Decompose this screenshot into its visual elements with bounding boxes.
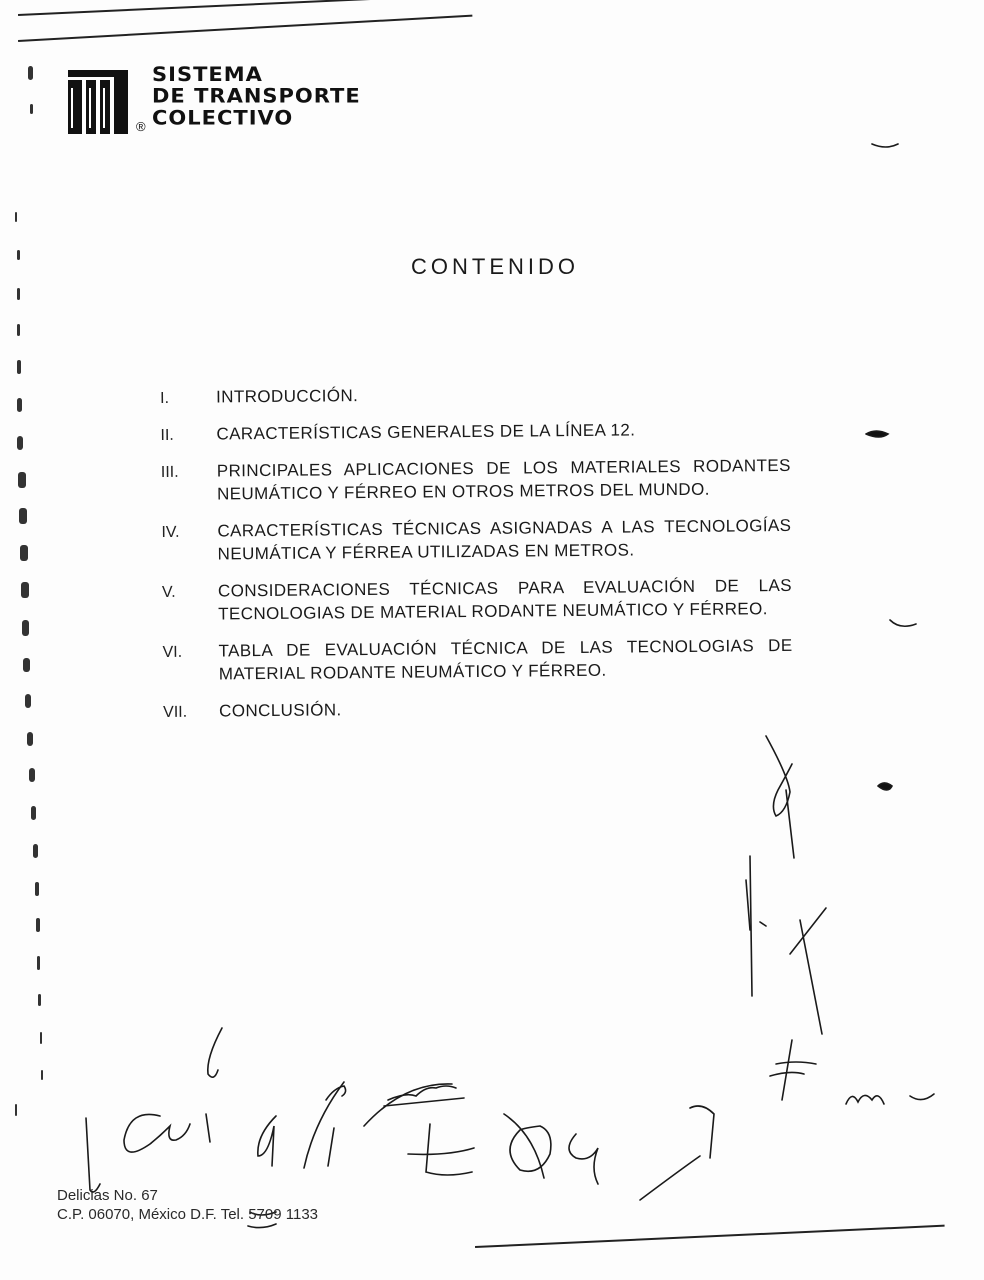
- toc-item-text: CONCLUSIÓN.: [219, 700, 342, 721]
- logo-line-2: DE TRANSPORTE: [152, 84, 361, 108]
- logo-wordmark: [152, 64, 361, 130]
- toc-item-text: CONSIDERACIONES TÉCNICAS PARA EVALUACIÓN DE LAS TECNOLOGIAS DE MATERIAL RODANTE NEUMÁTICO Y FÉRREO.: [217, 575, 793, 624]
- toc-item: [160, 380, 790, 409]
- page-title: CONTENIDO: [411, 254, 579, 279]
- scan-edge-line: [18, 15, 472, 42]
- toc-item: [161, 514, 791, 566]
- toc-item-number: IV.: [161, 523, 180, 541]
- toc-item-number: III.: [160, 463, 179, 481]
- toc-item-text: PRINCIPALES APLICACIONES DE LOS MATERIALES RODANTES NEUMÁTICO Y FÉRREO EN OTROS METROS DEL MUNDO.: [216, 455, 791, 504]
- footer-address-line-1: Delicias No. 67: [57, 1187, 158, 1204]
- toc-item-number: V.: [161, 583, 176, 601]
- table-of-contents: [160, 380, 793, 737]
- toc-item-text: CARACTERÍSTICAS GENERALES DE LA LÍNEA 12.: [216, 420, 636, 444]
- scan-edge-line: [475, 1225, 945, 1248]
- toc-item: [162, 634, 792, 686]
- toc-item-text: INTRODUCCIÓN.: [216, 386, 359, 407]
- toc-item: [162, 574, 792, 626]
- footer-address: [57, 1186, 318, 1224]
- toc-item: [160, 417, 790, 446]
- toc-item-number: II.: [160, 426, 174, 444]
- toc-item-text: TABLA DE EVALUACIÓN TÉCNICA DE LAS TECNOLOGIAS DE MATERIAL RODANTE NEUMÁTICO Y FÉRREO.: [218, 635, 793, 684]
- company-logo: [66, 62, 396, 142]
- toc-item-number: VII.: [163, 703, 188, 721]
- toc-item-number: VI.: [162, 643, 183, 661]
- metro-m-logo-icon: [66, 66, 132, 136]
- toc-item-number: I.: [160, 389, 170, 407]
- scan-edge-line: [18, 0, 478, 16]
- logo-line-3: COLECTIVO: [152, 106, 294, 130]
- toc-item-text: CARACTERÍSTICAS TÉCNICAS ASIGNADAS A LAS TECNOLOGÍAS NEUMÁTICA Y FÉRREA UTILIZADAS EN METROS.: [217, 515, 792, 564]
- toc-item: [163, 694, 793, 723]
- toc-item: [161, 454, 791, 506]
- registered-mark: ®: [136, 119, 146, 134]
- logo-line-1: SISTEMA: [152, 62, 263, 86]
- footer-address-line-2: C.P. 06070, México D.F. Tel. 5709 1133: [57, 1206, 318, 1223]
